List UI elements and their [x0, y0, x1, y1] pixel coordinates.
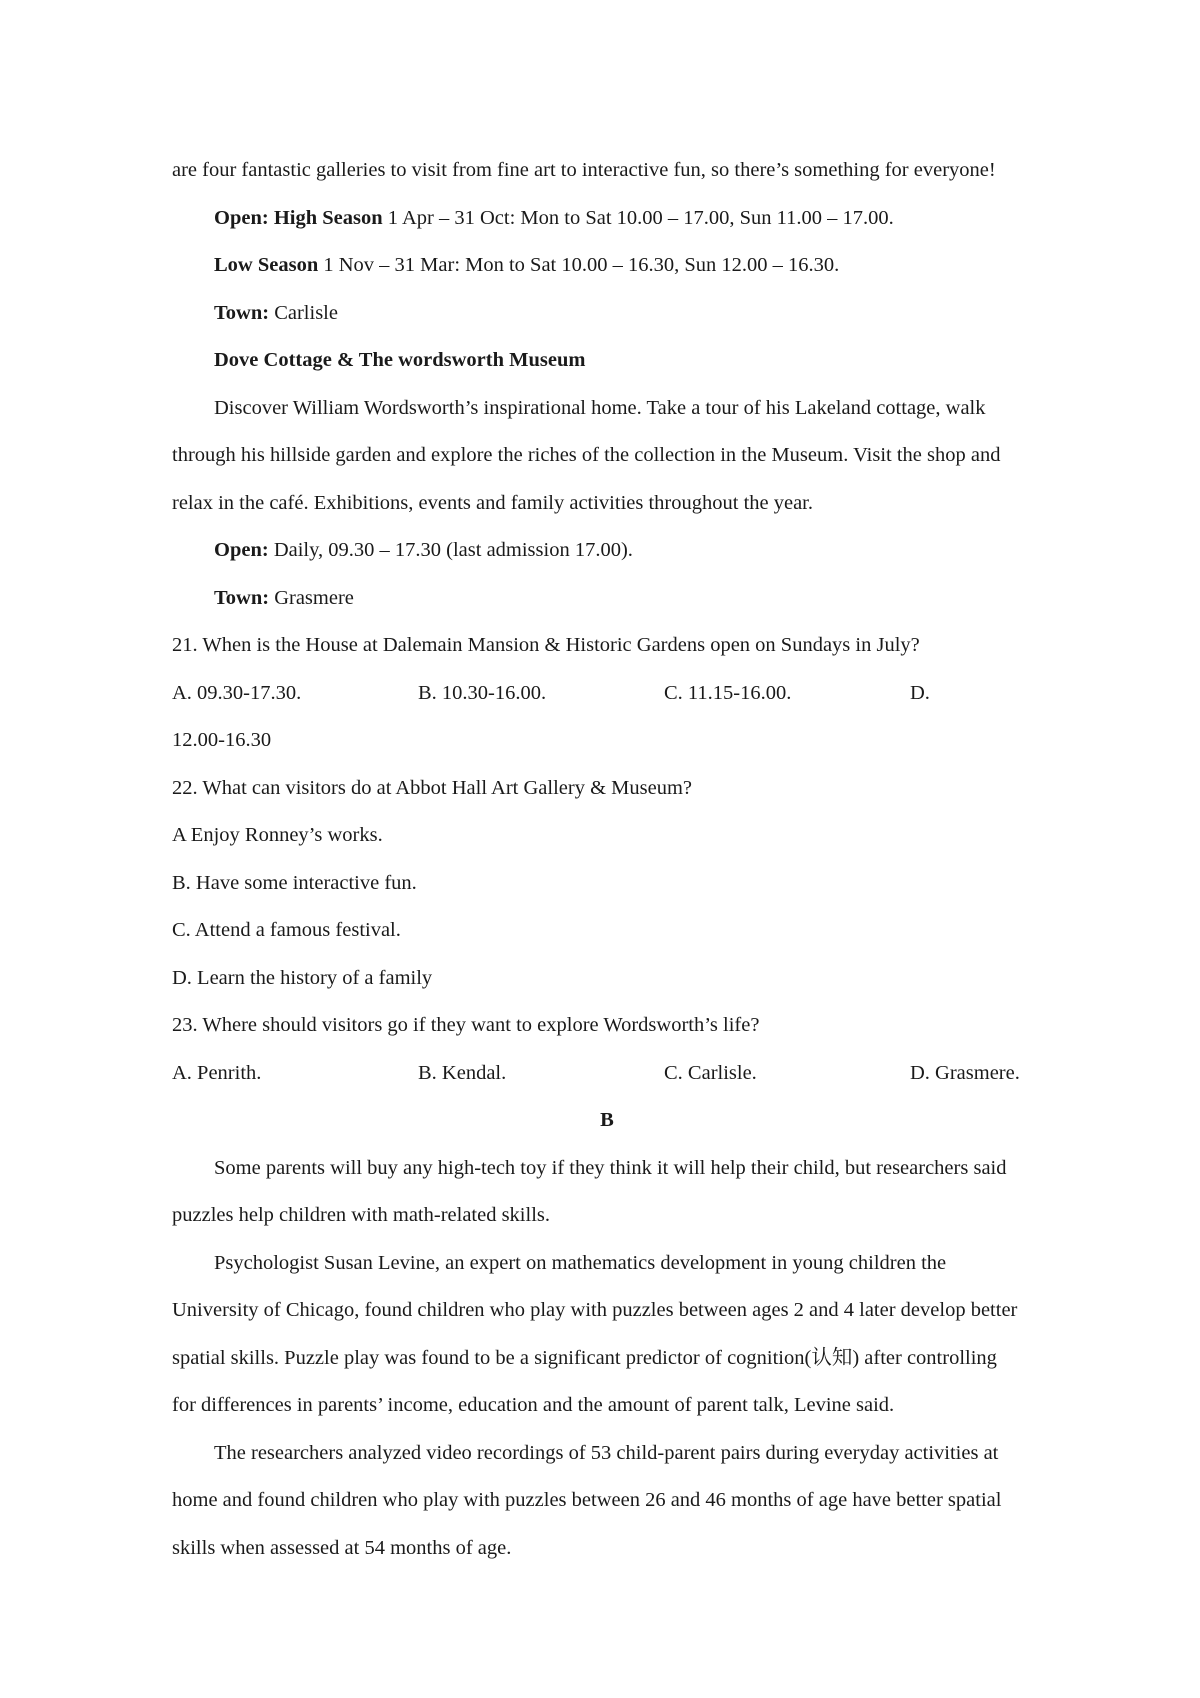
dove-cottage-title: Dove Cottage & The wordsworth Museum: [214, 349, 586, 371]
town-label: Town:: [214, 301, 270, 324]
option-b: B. Have some interactive fun.: [172, 871, 417, 894]
town-value: Carlisle: [269, 301, 338, 324]
section-heading: B: [600, 1109, 614, 1131]
dove-body-line-1: Discover William Wordsworth’s inspirational home. Take a tour of his Lakeland cottage, walk: [214, 396, 986, 419]
option-a: A Enjoy Ronney’s works.: [172, 824, 383, 846]
dove-open-hours: Daily, 09.30 – 17.30 (last admission 17.00).: [268, 539, 633, 561]
paragraph-2-line-4: for differences in parents’ income, education and the amount of parent talk, Levine said.: [172, 1394, 895, 1416]
option-b: B. Kendal.: [418, 1061, 507, 1084]
paragraph-1-line-1: Some parents will buy any high-tech toy if they think it will help their child, but researchers said: [214, 1156, 1007, 1179]
option-d-continued: 12.00-16.30: [172, 729, 272, 751]
dove-open: [172, 530, 1042, 578]
option-c: C. 11.15-16.00.: [664, 681, 792, 704]
option-c: C. Attend a famous festival.: [172, 919, 401, 941]
open-label: Open:: [214, 206, 269, 229]
paragraph-1-line-2: puzzles help children with math-related skills.: [172, 1204, 550, 1226]
high-season-hours: 1 Apr – 31 Oct: Mon to Sat 10.00 – 17.00, Sun 11.00 – 17.00.: [382, 206, 894, 229]
paragraph-2-line-1: Psychologist Susan Levine, an expert on mathematics development in young children the: [214, 1251, 947, 1274]
town-label: Town:: [214, 586, 270, 609]
tullie-town: [172, 293, 1042, 341]
question-22: 22. What can visitors do at Abbot Hall Art Gallery & Museum?: [172, 776, 693, 799]
option-d: D.: [910, 681, 930, 704]
tullie-low-season: [172, 245, 1042, 293]
low-season-label: Low Season: [214, 254, 319, 276]
high-season-label: High Season: [273, 206, 383, 229]
question-21: 21. When is the House at Dalemain Mansion & Historic Gardens open on Sundays in July?: [172, 634, 920, 656]
open-label: Open:: [214, 539, 269, 561]
paragraph-3-line-1: The researchers analyzed video recordings of 53 child-parent pairs during everyday activities at: [214, 1441, 999, 1464]
paragraph-3-line-2: home and found children who play with puzzles between 26 and 46 months of age have better spatial: [172, 1489, 1002, 1511]
option-b: B. 10.30-16.00.: [418, 681, 547, 704]
paragraph-2-line-2: University of Chicago, found children who play with puzzles between ages 2 and 4 later develop better: [172, 1299, 1018, 1321]
dove-body-line-2: through his hillside garden and explore the riches of the collection in the Museum. Visit the shop and: [172, 444, 1001, 466]
town-value: Grasmere: [269, 586, 354, 609]
tullie-open-high-season: [172, 198, 1042, 246]
question-21-options: [172, 673, 1042, 721]
option-c: C. Carlisle.: [664, 1061, 757, 1084]
intro-tail-text: are four fantastic galleries to visit from fine art to interactive fun, so there’s something for everyone!: [172, 159, 996, 181]
dove-body-line-3: relax in the café. Exhibitions, events and family activities throughout the year.: [172, 491, 814, 514]
option-d: D. Learn the history of a family: [172, 966, 433, 989]
question-23: 23. Where should visitors go if they want to explore Wordsworth’s life?: [172, 1014, 760, 1036]
question-23-options: [172, 1053, 1042, 1101]
low-season-hours: 1 Nov – 31 Mar: Mon to Sat 10.00 – 16.30, Sun 12.00 – 16.30.: [318, 254, 840, 276]
dove-town: [172, 578, 1042, 626]
option-d: D. Grasmere.: [910, 1061, 1020, 1084]
paragraph-2-line-3: spatial skills. Puzzle play was found to be a significant predictor of cognition(认知) after controlling: [172, 1346, 997, 1369]
document-page: [172, 150, 1042, 1575]
option-a: A. Penrith.: [172, 1061, 262, 1084]
paragraph-3-line-3: skills when assessed at 54 months of age.: [172, 1536, 512, 1559]
option-a: A. 09.30-17.30.: [172, 681, 302, 704]
